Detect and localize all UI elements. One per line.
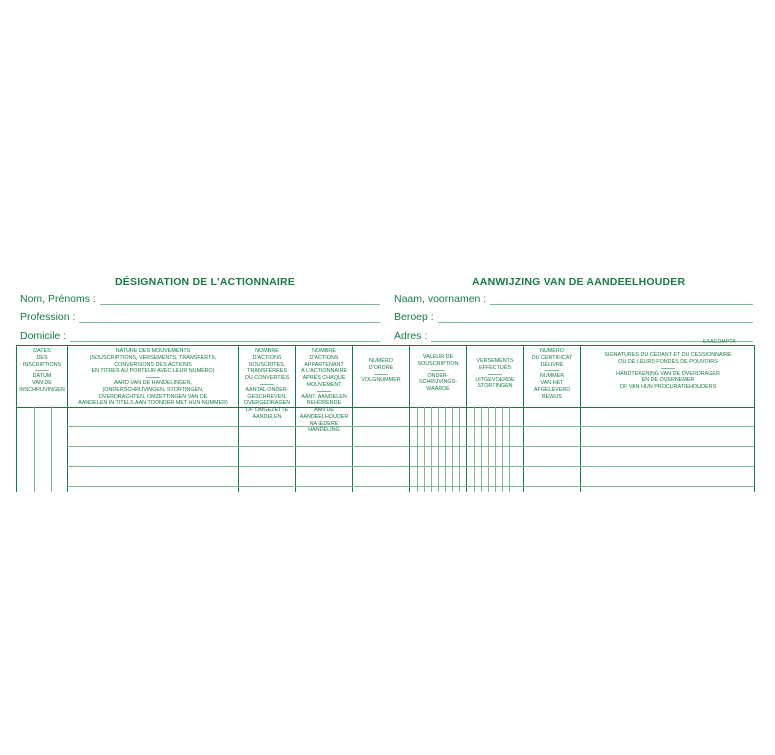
sub-divider [488,407,489,492]
beroep-label: Beroep : [394,311,434,323]
header-certificat: NUMÉRO DU CERTIFICAT DÉLIVRÉ NUMMER VAN HET AFGELEVERD BEWIJS [531,348,573,400]
sub-divider [417,407,418,492]
adres-field[interactable] [394,330,753,342]
profession-field[interactable] [20,311,380,323]
left-section-title: DÉSIGNATION DE L'ACTIONNAIRE [115,276,295,288]
sub-divider [51,407,52,492]
header-signatures: SIGNATURES DU CÉDANT ET DU CESSIONNAIRE OU DE LEURS FONDÉS DE POUVOIRS HANDTEKENING VAN DE OVERDRAGER EN DE OVERNEMER OF VAN HUN PROCURATIEHOUDERS [604,352,732,390]
sub-divider [502,407,503,492]
adres-label: Adres : [394,330,428,342]
beroep-line [438,313,753,323]
header-nombre-actionnaire: NOMBRE D'ACTIONS APPARTENANT À L'ACTIONNAIRE APRÈS CHAQUE MOUVEMENT AANT. AANDELEN BEHORENDE AAN DE AANDEELHOUDER NA IEDERE HANDELING [299,348,349,434]
naam-field[interactable] [394,293,753,305]
header-nombre-souscrites: NOMBRE D'ACTIONS SOUSCRITES, TRANSFÉRÉES OU CONVERTIES AANTAL ONDER- GESCHREVEN, OVERGEDRAGEN OF OMGEZETTE AANDELEN [243,348,291,420]
sub-divider [474,407,475,492]
profession-line [79,313,380,323]
header-valeur: VALEUR DE SOUSCRIPTION ONDER- SCHRIJVINGS- WAARDE [417,354,459,392]
row-rule [67,446,754,447]
right-section-title: AANWIJZING VAN DE AANDEELHOUDER [472,276,686,288]
beroep-field[interactable] [394,311,753,323]
header-versements: VERSEMENTS EFFECTUÉS UITGEVOERDE STORTINGEN [475,358,515,390]
naam-line [490,295,753,305]
sub-divider [438,407,439,492]
header-dates: DATES DES INSCRIPTIONS DATUM VAN DE INSCHRIJVINGEN [19,348,65,393]
sub-divider [459,407,460,492]
domicile-line [70,332,380,342]
brand-label: EXACOMPTA [703,339,736,345]
sub-divider [481,407,482,492]
sub-divider [445,407,446,492]
domicile-field[interactable] [20,330,380,342]
row-rule [67,466,754,467]
sub-divider [34,407,35,492]
profession-label: Profession : [20,311,76,323]
sub-divider [495,407,496,492]
header-numero-ordre: NUMÉRO D'ORDRE VOLGNUMMER [361,358,401,383]
domicile-label: Domicile : [20,330,67,342]
row-rule [67,426,754,427]
row-rule [67,486,754,487]
name-label: Nom, Prénoms : [20,293,96,305]
sub-divider [509,407,510,492]
register-table [16,345,755,492]
naam-label: Naam, voornamen : [394,293,487,305]
sub-divider [424,407,425,492]
header-nature: NATURE DES MOUVEMENTS (SOUSCRIPTIONS, VERSEMENTS, TRANSFERTS, CONVERSIONS DES ACTIONS EN TITRES AU PORTEUR AVEC LEUR NUMÉRO) AARD VAN DE HANDELINGEN, (ONDERSCHRIJVINGEN, STORTINGEN, OVERDRACHTEN, OMZETTINGEN VAN DE AANDELEN IN TITELS AAN TOONDER MET HUN NUMMER) [78,348,228,407]
sub-divider [431,407,432,492]
name-line [100,295,380,305]
sub-divider [452,407,453,492]
name-field[interactable] [20,293,380,305]
